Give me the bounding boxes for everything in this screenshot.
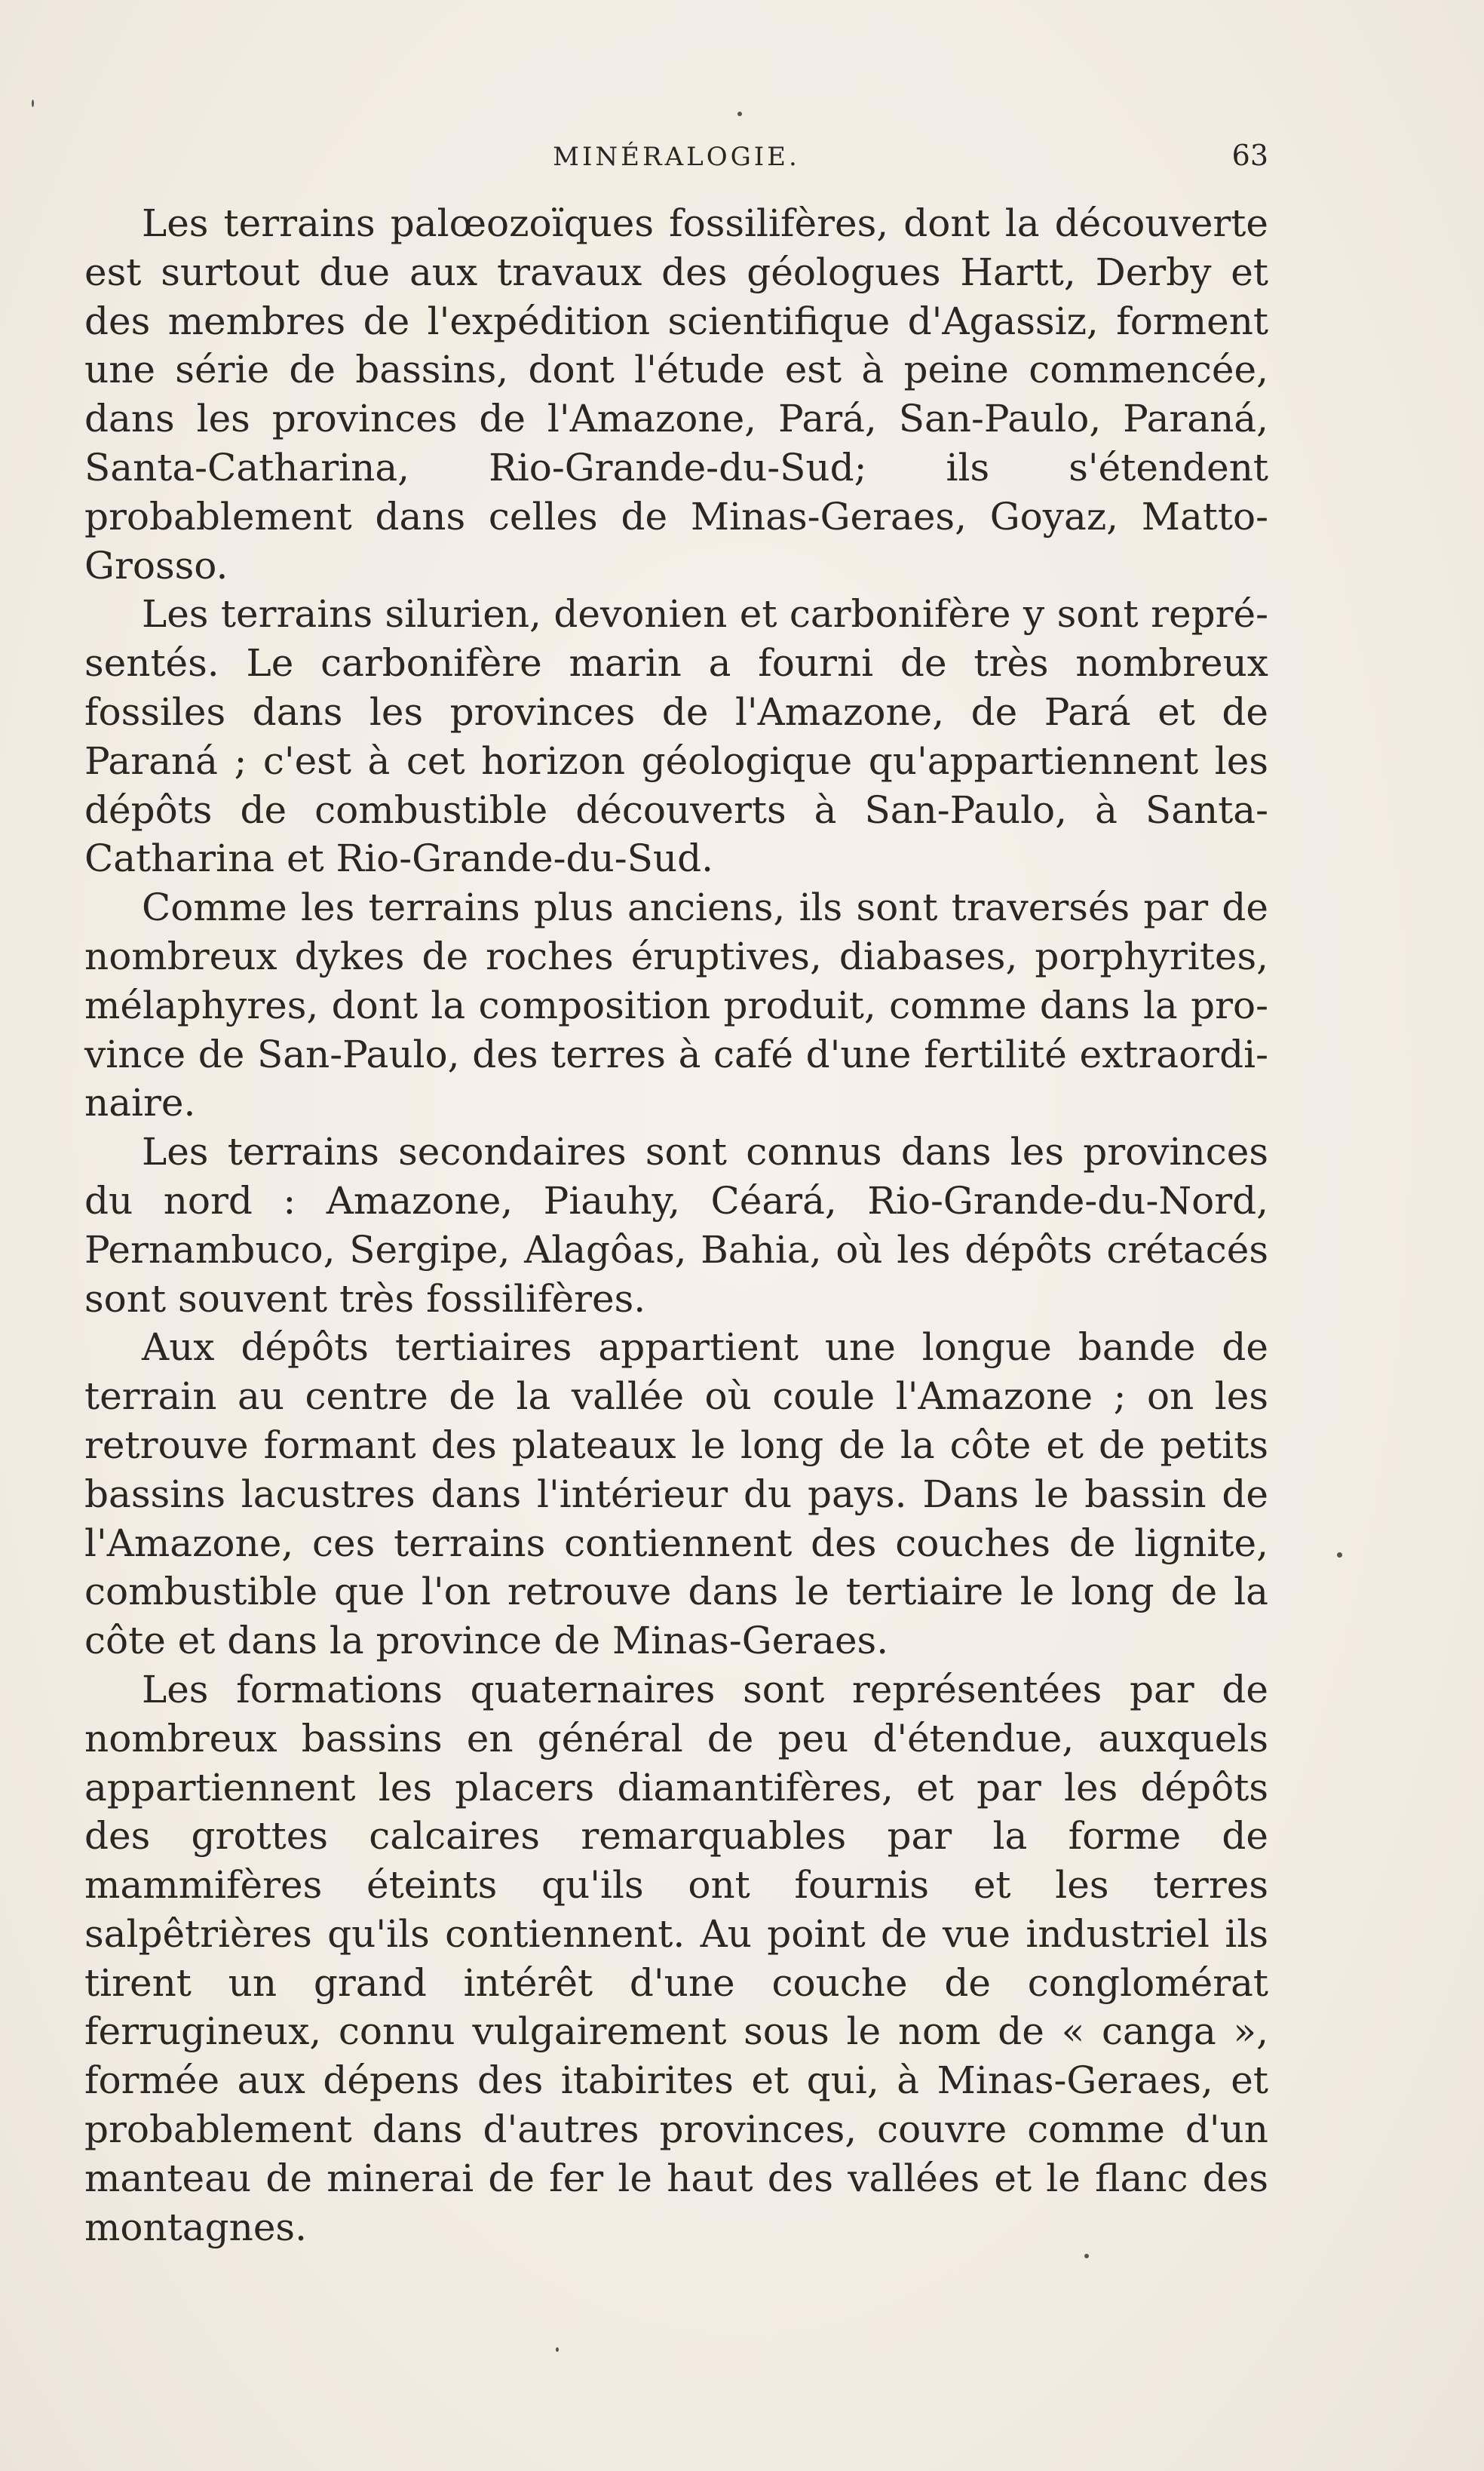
paragraph: Les formations quaternaires sont représentées par de nombreux bassins en général de peu d'étendue, auxquels appartiennent les placers diamantifères, et par les dépôts des grottes calcaires remarquables par la forme de mammifères éteints qu'ils ont fournis et les terres salpêtrières qu'ils contiennent. Au point de vue industriel ils tirent un grand intérêt d'une couche de conglomérat ferrugineux, connu vulgairement sous le nom de « canga », formée aux dépens des itabirites et qui, à Minas-Geraes, et probablement dans d'autres provinces, couvre comme d'un manteau de minerai de fer le haut des vallées et le flanc des montagnes.	[84, 1667, 1268, 2249]
paragraph: Les terrains palœozoïques fossilifères, dont la découverte est surtout due aux travaux des géologues Hartt, Derby et des membres de l'expédition scientifique d'Agassiz, forment une série de bassins, dont l'étude est à peine commencée, dans les provinces de l'Amazone, Pará, San-Paulo, Paraná, Santa-Catharina, Rio-Grande-du-Sud; ils s'étendent probablement dans celles de Minas-Geraes, Goyaz, Matto-Grosso.	[84, 201, 1268, 588]
running-head: MINÉRALOGIE.	[553, 142, 800, 172]
body-text	[84, 199, 1268, 2252]
paper-speck	[737, 112, 742, 116]
paper-speck	[1337, 1552, 1342, 1558]
page-number: 63	[1231, 139, 1268, 172]
paragraph: Les terrains secondaires sont connus dans les provinces du nord : Amazone, Piauhy, Céará, Rio-Grande-du-Nord, Pernambuco, Sergipe, Alagôas, Bahia, où les dépôts crétacés sont souvent très fossilifères.	[84, 1130, 1268, 1321]
paragraph: Comme les terrains plus anciens, ils sont traversés par de nombreux dykes de roches éruptives, diabases, porphyrites, mélaphyres, dont la composition produit, comme dans la province de San-Paulo, des terres à café d'une fertilité extraordinaire.	[84, 886, 1268, 1125]
paper-speck	[1084, 2254, 1089, 2258]
paragraph: Aux dépôts tertiaires appartient une longue bande de terrain au centre de la vallée où coule l'Amazone ; on les retrouve formant des plateaux le long de la côte et de petits bassins lacustres dans l'intérieur du pays. Dans le bassin de l'Amazone, ces terrains contiennent des couches de lignite, combustible que l'on retrouve dans le tertiaire le long de la côte et dans la province de Minas-Geraes.	[84, 1325, 1268, 1663]
paper-speck	[556, 2347, 559, 2352]
paper-speck	[32, 100, 34, 107]
paragraph: Les terrains silurien, devonien et carbonifère y sont représentés. Le carbonifère marin a fourni de très nombreux fossiles dans les provinces de l'Amazone, de Pará et de Paraná ; c'est à cet horizon géologique qu'appartiennent les dépôts de combustible découverts à San-Paulo, à Santa-Catharina et Rio-Grande-du-Sud.	[84, 592, 1268, 881]
page-header	[84, 136, 1268, 181]
